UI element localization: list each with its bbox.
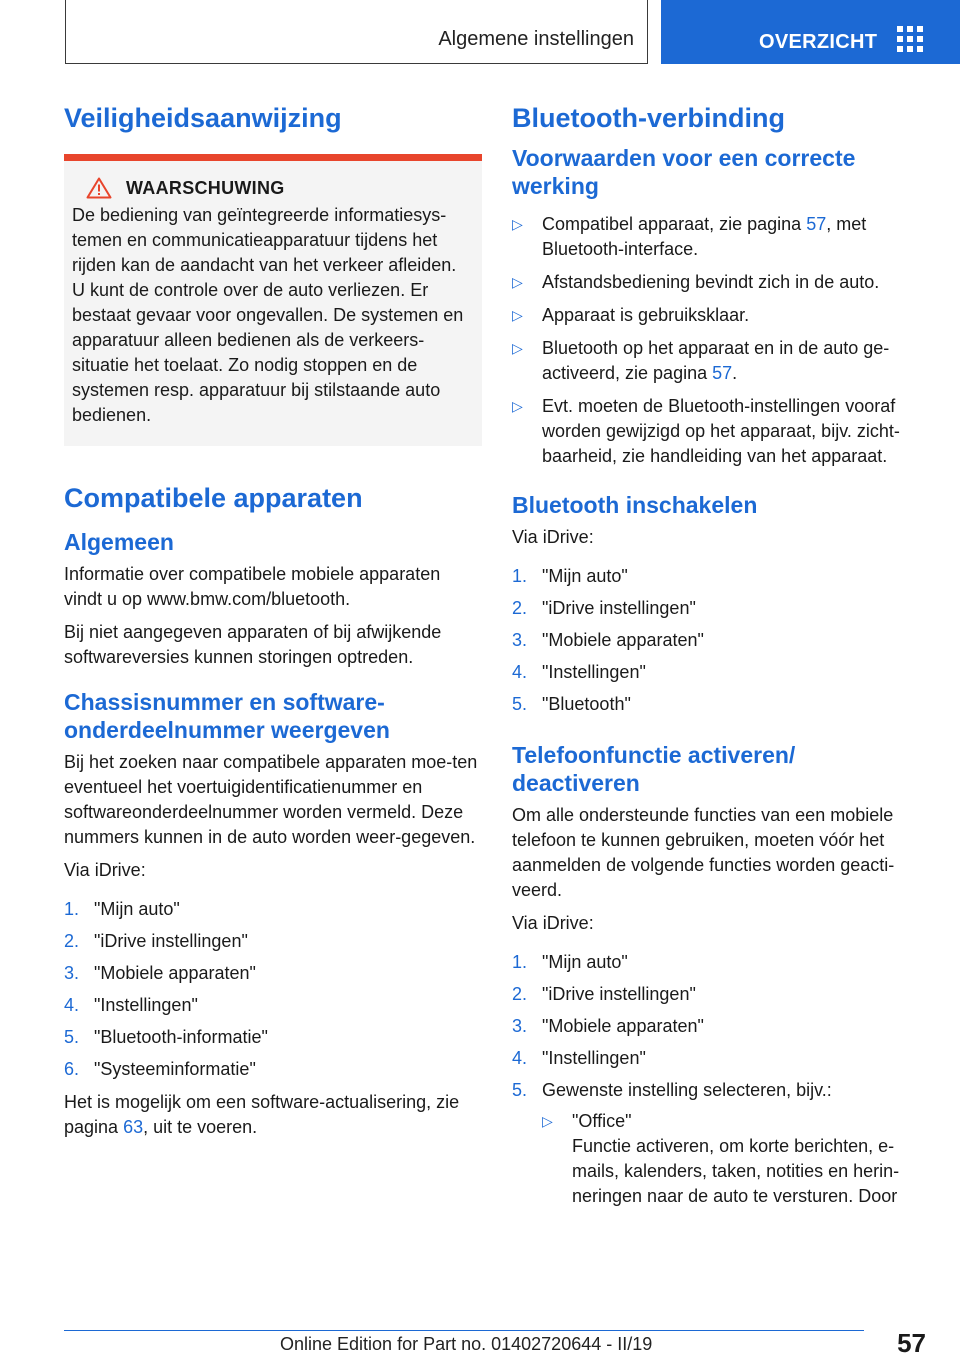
warning-text: De bediening van geïntegreerde informatiesys-temen en communicatieapparatuur tijdens het rijden kan de aandacht van het verkeer afleiden. U kunt de controle over de auto verliezen. Er bestaat gevaar voor ongevallen. De systemen en apparatuur alleen bedienen als de verkeers-situatie het toelaat. Zo nodig stoppen en de systemen resp. apparatuur bij stilstaande auto bedienen. <box>72 205 464 425</box>
enable-bluetooth-heading: Bluetooth inschakelen <box>512 492 758 518</box>
left-column <box>64 100 482 1148</box>
header-section-tab[interactable] <box>65 0 648 64</box>
page-link-57[interactable]: 57 <box>806 214 827 234</box>
warning-triangle-icon <box>86 177 112 199</box>
arrow-bullet-icon: ▷ <box>512 216 523 232</box>
list-item: ▷ Compatibel apparaat, zie pagina 57, met Bluetooth-interface. <box>512 214 867 259</box>
enable-steps-list <box>512 564 924 717</box>
via-idrive-label: Via iDrive: <box>64 860 146 880</box>
list-item: 5. Gewenste instelling selecteren, bijv.: ▷ "Office" Functie activeren, om korte berichten, e-mails, kalenders, taken, notities en herin-neringen naar de auto te versturen. Door <box>512 1078 924 1209</box>
general-heading: Algemeen <box>64 529 174 555</box>
bluetooth-connection-heading: Bluetooth-verbinding <box>512 103 785 133</box>
warning-box <box>64 154 482 446</box>
requirements-list <box>512 212 924 469</box>
list-item: ▷ Evt. moeten de Bluetooth-instellingen vooraf worden gewijzigd op het apparaat, bijv. zicht-baarheid, zie handleiding van het apparaat. <box>512 396 900 466</box>
safety-heading: Veiligheidsaanwijzing <box>64 103 342 133</box>
list-item: 4. "Instellingen" <box>512 662 646 682</box>
list-item: 2. "iDrive instellingen" <box>512 598 696 618</box>
footer-edition: Online Edition for Part no. 01402720644 - II/19 <box>280 1334 653 1354</box>
general-paragraph-2: Bij niet aangegeven apparaten of bij afwijkende softwareversies kunnen storingen optreden. <box>64 622 442 667</box>
footer-divider <box>64 1330 864 1331</box>
update-paragraph: Het is mogelijk om een software-actualisering, zie pagina 63, uit te voeren. <box>64 1092 460 1137</box>
list-item: 2. "iDrive instellingen" <box>64 931 248 951</box>
arrow-bullet-icon: ▷ <box>512 398 523 414</box>
page-number: 57 <box>897 1328 926 1358</box>
list-item: 3. "Mobiele apparaten" <box>64 963 256 983</box>
setting-options-list <box>542 1109 924 1209</box>
chassis-heading: Chassisnummer en software-onderdeelnummer weergeven <box>64 689 390 743</box>
list-item: 1. "Mijn auto" <box>512 952 628 972</box>
list-item: 2. "iDrive instellingen" <box>512 984 696 1004</box>
list-item: ▷ Apparaat is gebruiksklaar. <box>512 303 924 328</box>
list-item: 3. "Mobiele apparaten" <box>512 630 704 650</box>
list-item: 3. "Mobiele apparaten" <box>512 1016 704 1036</box>
list-item: 6. "Systeeminformatie" <box>64 1059 256 1079</box>
requirements-heading: Voorwaarden voor een correcte werking <box>512 145 856 199</box>
list-item: 5. "Bluetooth" <box>512 694 631 714</box>
arrow-bullet-icon: ▷ <box>512 307 523 323</box>
list-item: 4. "Instellingen" <box>512 1048 646 1068</box>
warning-title: WAARSCHUWING <box>126 177 285 198</box>
chassis-steps-list <box>64 897 482 1082</box>
list-item: 1. "Mijn auto" <box>512 566 628 586</box>
list-item: ▷ "Office" Functie activeren, om korte berichten, e-mails, kalenders, taken, notities en herin-neringen naar de auto te versturen. Door <box>542 1111 900 1206</box>
list-item: ▷ Afstandsbediening bevindt zich in de auto. <box>512 270 924 295</box>
general-paragraph-1: Informatie over compatibele mobiele apparaten vindt u op www.bmw.com/bluetooth. <box>64 564 441 609</box>
list-item: 5. "Bluetooth-informatie" <box>64 1027 268 1047</box>
page-link-57[interactable]: 57 <box>712 363 733 383</box>
warning-header <box>86 177 474 199</box>
arrow-bullet-icon: ▷ <box>512 274 523 290</box>
list-item: 1. "Mijn auto" <box>64 899 180 919</box>
arrow-bullet-icon: ▷ <box>512 340 523 356</box>
header-section-title: Algemene instellingen <box>438 28 634 50</box>
chassis-paragraph: Bij het zoeken naar compatibele apparaten moe-ten eventueel het voertuigidentificatienummer en softwareonderdeelnummer worden vermeld. Deze nummers kunnen in de auto worden weer-gegeven. <box>64 752 478 847</box>
overview-button[interactable] <box>661 0 960 64</box>
overview-label: OVERZICHT <box>759 31 878 53</box>
list-item: ▷ Bluetooth op het apparaat en in de auto ge-activeerd, zie pagina 57. <box>512 338 890 383</box>
phone-function-heading: Telefoonfunctie activeren/ deactiveren <box>512 742 796 796</box>
page-link-63[interactable]: 63 <box>123 1117 144 1137</box>
compatible-devices-heading: Compatibele apparaten <box>64 483 363 513</box>
arrow-bullet-icon: ▷ <box>542 1113 553 1129</box>
right-column <box>512 100 924 1217</box>
via-idrive-label: Via iDrive: <box>512 913 594 933</box>
via-idrive-label: Via iDrive: <box>512 527 594 547</box>
list-item: 4. "Instellingen" <box>64 995 198 1015</box>
phone-function-paragraph: Om alle ondersteunde functies van een mobiele telefoon te kunnen gebruiken, moeten vóór het aanmelden de volgende functies worden geacti-veerd. <box>512 805 895 900</box>
phone-steps-list <box>512 950 924 1209</box>
grid-menu-icon <box>897 26 923 52</box>
